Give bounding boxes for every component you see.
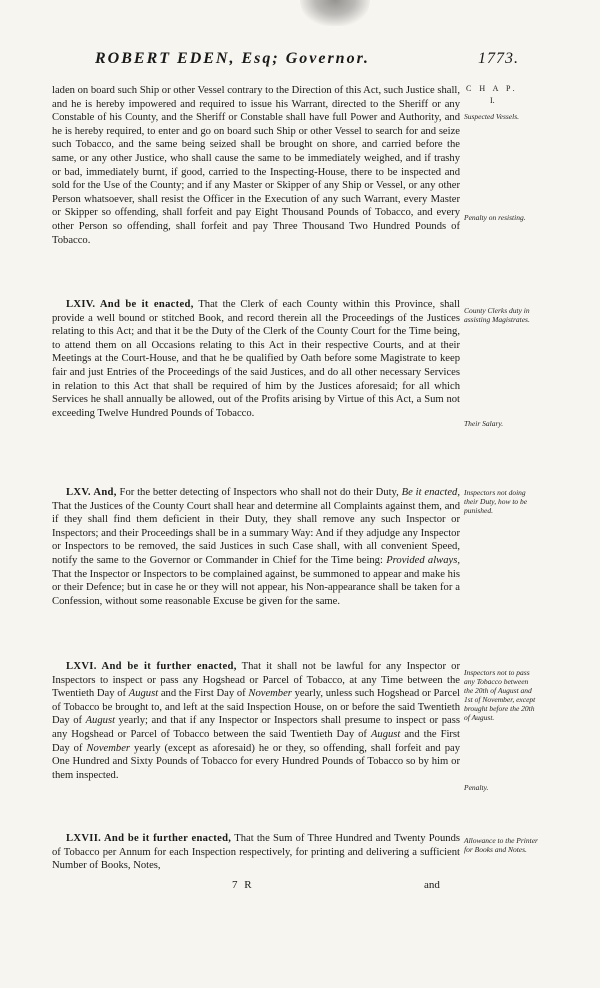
page-year: 1773. — [478, 50, 519, 67]
section-text: That the Justices of the County Court shall hear and determine all Complaints against them, and if they shall find them deficient in their Duty, they shall remove any such Inspector or Inspectors; and their Proceedings shall be in a summary Way: And if they adjudge any Inspector or Inspectors to be removed, the said Justices in such Case shall, with all convenient Speed, notify the same to the Governor or Commander in Chief for the Time being: — [52, 500, 460, 566]
enacting-phrase: Be it enacted, — [401, 487, 461, 498]
section-paragraph — [52, 486, 460, 608]
signature-mark: 7 R — [232, 879, 254, 891]
section-text: yearly, unless such Hogshead or Parcel of Tobacco be brought to, and left at the said Inspection House, on or before the said Twentieth Day of — [52, 688, 460, 727]
margin-note-penalty-resisting: Penalty on resisting. — [464, 213, 526, 222]
section-paragraph — [52, 832, 460, 873]
section-heading: LXV. And, — [66, 487, 117, 498]
catchword: and — [424, 879, 440, 891]
section-heading: LXVII. And be it further enacted, — [66, 833, 232, 844]
section-text: yearly (except as aforesaid) he or they, so offending, shall forfeit and pay One Hundred and Sixty Pounds of Tobacco for every Hundred Pounds of Tobacco so by him or them inspected. — [52, 742, 460, 781]
month-name: November — [86, 742, 131, 754]
running-title: ROBERT EDEN, Esq; Governor. — [95, 50, 370, 67]
running-header — [0, 50, 600, 72]
month-name: August — [370, 728, 401, 740]
month-name: November — [248, 688, 292, 700]
section-text: That the Sum of Three Hundred and Twenty Pounds of Tobacco per Annum for each Inspection respectively, for printing and delivering a sufficient Number of Books, Notes, — [52, 833, 460, 872]
month-name: August — [85, 715, 116, 727]
margin-note-clerks-duty: County Clerks duty in assisting Magistrates. — [464, 306, 530, 324]
section-heading: LXVI. And be it further enacted, — [66, 661, 237, 672]
section-lxvii — [52, 832, 460, 873]
margin-note-suspected-vessels: Suspected Vessels. — [464, 112, 519, 121]
ink-blot — [300, 0, 370, 26]
section-text: That it shall not be lawful for any Inspector or Inspectors to inspect or pass any Hogshead or Parcel of Tobacco, at any Time between the Twentieth Day of — [52, 661, 460, 700]
section-text: and the First Day of — [52, 728, 460, 754]
margin-note-salary: Their Salary. — [464, 419, 504, 428]
margin-note-inspectors-duty: Inspectors not doing their Duty, how to be punished. — [464, 488, 528, 515]
section-heading: LXIV. And be it enacted, — [66, 299, 194, 310]
section-paragraph — [52, 298, 460, 420]
margin-note-penalty: Penalty. — [464, 783, 489, 792]
paragraph-continuation — [52, 84, 460, 247]
section-text: yearly; and that if any Inspector or Inspectors shall presume to inspect or pass any Hogshead or Parcel of Tobacco between the said Twentieth Day of — [52, 715, 460, 740]
month-name: August — [128, 688, 159, 700]
section-text: and the First Day of — [158, 688, 249, 700]
section-paragraph — [52, 660, 460, 782]
section-lxiv — [52, 298, 460, 420]
margin-note-inspection-period: Inspectors not to pass any Tobacco between the 20th of August and 1st of November, except brought before the 20th of August. — [464, 668, 536, 722]
section-lxvi — [52, 660, 460, 782]
chapter-number: I. — [490, 96, 495, 105]
section-text: For the better detecting of Inspectors who shall not do their Duty, — [116, 487, 402, 498]
section-text: That the Inspector or Inspectors to be complained against, be summoned to appear and make his or their Defence; but in case he or they will not appear, his Non-appearance shall be taken for a Confession, without some reasonable Excuse be given for the same. — [52, 568, 460, 607]
chapter-label: C H A P. — [466, 84, 518, 93]
margin-note-printer-allowance: Allowance to the Printer for Books and Notes. — [464, 836, 538, 854]
paragraph-text: laden on board such Ship or other Vessel contrary to the Direction of this Act, such Justice shall, and he is hereby impowered and required to issue his Warrant, directed to the Sheriff or any Constable of his County, and the Sheriff or Constable shall have full Power and Authority, and he is hereby required, to enter and go on board such Ship or other Vessel to search for and seize such Tobacco, and the same being seized shall be brought on shore, and carried before the same, or any other Justice, who shall cause the same to be immediately weighed, and if trashy or bad, immediately burnt, if good, carried to the Inspecting-House, there to be inspected and sold for the Use of the County; and if any Master or Skipper of any Ship or Vessel, or any other Person whatsoever, shall resist the Officer in the Execution of any such Warrant, every Master or Skipper so offending, shall forfeit and pay Eight Thousand Pounds of Tobacco, and every other Person so offending, shall forfeit and pay Three Thousand Two Hundred Pounds of Tobacco. — [52, 85, 460, 246]
section-lxv — [52, 486, 460, 608]
proviso-phrase: Provided always, — [386, 554, 460, 566]
section-text: That the Clerk of each County within this Province, shall provide a well bound or stitched Book, and record therein all the Proceedings of the Justices relating to this Act; and that it be the Duty of the Clerk of the County Court for the Time being, to attend them on all Occasions relating to this Act in their respective Courts, and at their Meetings at the Court-House, and that he be qualified by Oath before some Magistrate to keep fair and just Entries of the Proceedings of the said Justices, and do all other necessary Services in relation to this Act that shall be required of him by the Justices aforesaid; for all which Services he shall annually be allowed, out of the Profits arising by Virtue of this Act, a Sum not exceeding Twelve Hundred Pounds of Tobacco. — [52, 299, 460, 419]
